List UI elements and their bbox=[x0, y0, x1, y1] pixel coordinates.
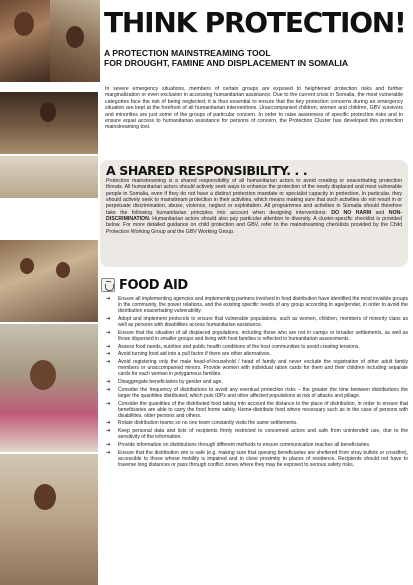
photo-column bbox=[0, 92, 98, 585]
checklist-item bbox=[106, 450, 408, 468]
arrow-bullet-icon: ➔ bbox=[106, 449, 111, 456]
arrow-bullet-icon: ➔ bbox=[106, 386, 111, 393]
checklist-item-text: Avoid turning food aid into a pull factor if there are other alternatives. bbox=[118, 351, 271, 358]
shared-body-part-2: . Humanitarian actors should also pay particular attention to diversity. A cluster-specific checklist is provided below. For more detailed guidance on child protection and GBV, refer to the mainstreaming checklists provided by the Child Protection Working Group and the GBV Working Group. bbox=[106, 216, 402, 235]
photo-group-settlement bbox=[0, 156, 98, 198]
principle-connector: and bbox=[375, 209, 385, 216]
checklist-item bbox=[106, 420, 408, 426]
principle-do-no-harm: DO NO HARM bbox=[331, 209, 372, 216]
checklist-item-text: Ensure all implementing agencies and implementing partners involved in food distribution have identified the most invisible groups in the community, the power relations, and the existing specific needs of any group according to age/gender, in order to avoid the distribution exacerbating vulnerability. bbox=[118, 296, 408, 315]
arrow-bullet-icon: ➔ bbox=[106, 428, 111, 435]
shared-responsibility-title: A SHARED RESPONSIBILITY. . . bbox=[106, 163, 308, 178]
checklist-item-text: Avoid registering only the male head-of-household / head of family and never exclude the registration of other adult family members or unaccompanied minors. Provide women with individual ration cards for them and their children including separate cards for each woman in polygamous families. bbox=[118, 359, 408, 378]
subtitle-line-2: FOR DROUGHT, FAMINE AND DISPLACEMENT IN SOMALIA bbox=[104, 58, 349, 68]
checklist-item bbox=[106, 379, 408, 385]
checklist-item bbox=[106, 316, 408, 328]
subtitle-line-1: A PROTECTION MAINSTREAMING TOOL bbox=[104, 48, 271, 58]
checklist-item bbox=[106, 401, 408, 419]
arrow-bullet-icon: ➔ bbox=[106, 359, 111, 366]
checklist-item-text: Provide information on distributions through different methods to ensure communication reaches all beneficiaries. bbox=[118, 442, 371, 449]
photo-women-group bbox=[0, 240, 98, 322]
checklist-item bbox=[106, 428, 408, 440]
checklist-item bbox=[106, 442, 408, 448]
checklist-item bbox=[106, 330, 408, 342]
checklist-item-text: Disaggregate beneficiaries by gender and age. bbox=[118, 378, 223, 385]
checklist-item-text: Assess food needs, nutrition and public health conditions of the host communities to avoid creating tensions. bbox=[118, 343, 360, 350]
header-photos bbox=[0, 0, 100, 82]
arrow-bullet-icon: ➔ bbox=[106, 442, 111, 449]
arrow-bullet-icon: ➔ bbox=[106, 315, 111, 322]
checklist-item bbox=[106, 359, 408, 377]
photo-woman-headscarf bbox=[50, 0, 100, 82]
page-title: THINK PROTECTION! bbox=[104, 6, 406, 39]
food-aid-header bbox=[101, 276, 188, 294]
shared-responsibility-box bbox=[100, 160, 408, 267]
arrow-bullet-icon: ➔ bbox=[106, 296, 111, 302]
checklist-item bbox=[106, 351, 408, 357]
checklist-item-text: Rotate distribution teams so no one team constantly visits the same settlements. bbox=[118, 420, 298, 427]
photo-woman-portrait bbox=[0, 0, 50, 82]
checklist-item-text: Consider the frequency of distributions to avoid any eventual protection risks – the greater the time between distributions the larger the quantities distributed, which puts IDPs and other affected populations at risk of attacks and pillage. bbox=[118, 386, 408, 399]
checklist-item bbox=[106, 296, 408, 314]
arrow-bullet-icon: ➔ bbox=[106, 400, 111, 407]
food-aid-title: FOOD AID bbox=[119, 277, 188, 293]
cooking-pot-icon bbox=[101, 278, 115, 292]
page-subtitle bbox=[104, 48, 404, 68]
photo-child bbox=[0, 324, 98, 452]
shared-body-part-1: Protection mainstreaming is a shared responsibility of all humanitarian actors to avoid creating or exacerbating protection threats. All humanitarian actors should actively seek ways to enhance the protection of the newly displaced and most vulnerable people in Somalia, even if they do not have a distinct protection mandate or specialist capacity in protection. In particular, they should actively seek to mainstream protection in their activities, which means making sure that such activities do not result in or perpetuate discrimination, abuse, violence, neglect or exploitation. All programmes and activities in Somalia should therefore take the following humanitarian principles into account when designing interventions: bbox=[106, 178, 402, 216]
checklist-item bbox=[106, 387, 408, 399]
photo-seated-woman bbox=[0, 92, 98, 154]
intro-paragraph: In severe emergency situations, members of certain groups are exposed to heightened protection risks and further marginalization or even exclusion in accessing humanitarian assistance. Due to the current crisis in Somalia, the most vulnerable categories face the risk of being neglected; it is thus essential to ensure that the key protection concerns during an emergency situation are kept at the forefront of all humanitarian interventions. Unaccompanied children, women and children, GBV survivors and minorities are just some of the groups of particular concern. In order to raise awareness of specific protection risks and to ensure equal access to humanitarian assistance for persons of concern, the Protection Cluster has developed this protection mainstreaming tool. bbox=[105, 86, 403, 131]
checklist-item-text: Ensure that the situation of all displaced populations, including those who are not in camps or broader settlements, as well as those dispersed in smaller groups and living with host families is reflected in humanitarian assessments. bbox=[118, 329, 408, 342]
checklist-item-text: Adopt and implement protocols to ensure that vulnerable populations, such as women, children, members of minority clans as well as persons with disabilities access humanitarian assistance. bbox=[118, 315, 408, 329]
arrow-bullet-icon: ➔ bbox=[106, 351, 111, 358]
arrow-bullet-icon: ➔ bbox=[106, 378, 111, 385]
shared-responsibility-body bbox=[106, 178, 402, 235]
checklist-item bbox=[106, 344, 408, 350]
arrow-bullet-icon: ➔ bbox=[106, 343, 111, 350]
food-aid-checklist bbox=[106, 296, 408, 470]
checklist-item-text: Keep personal data and lists of recipients firmly restricted to concerned actors and safe from unintended use, due to the sensitivity of the information. bbox=[118, 428, 408, 441]
principle-non-discrimination: NON-DISCRIMINATION bbox=[106, 209, 402, 223]
checklist-item-text: Consider the quantities of the distributed food taking into account the distance to the place of distribution, in order to ensure that beneficiaries are able to carry the food home safely. Home-distribute food where necessary such as in the case of persons with disabilities, older persons and others. bbox=[118, 400, 408, 419]
arrow-bullet-icon: ➔ bbox=[106, 420, 111, 427]
arrow-bullet-icon: ➔ bbox=[106, 329, 111, 336]
photo-food-distribution bbox=[0, 454, 98, 585]
checklist-item-text: Ensure that the distribution site is safe (e.g. making sure that queuing beneficiaries are sheltered from stray bullets or crossfire), accessible to those whose mobility is impaired and in close proximity to places of residence. Recipients should not have to traverse long distances or pass through conflict zones where they may be exposed to serious safety risks. bbox=[118, 449, 408, 468]
